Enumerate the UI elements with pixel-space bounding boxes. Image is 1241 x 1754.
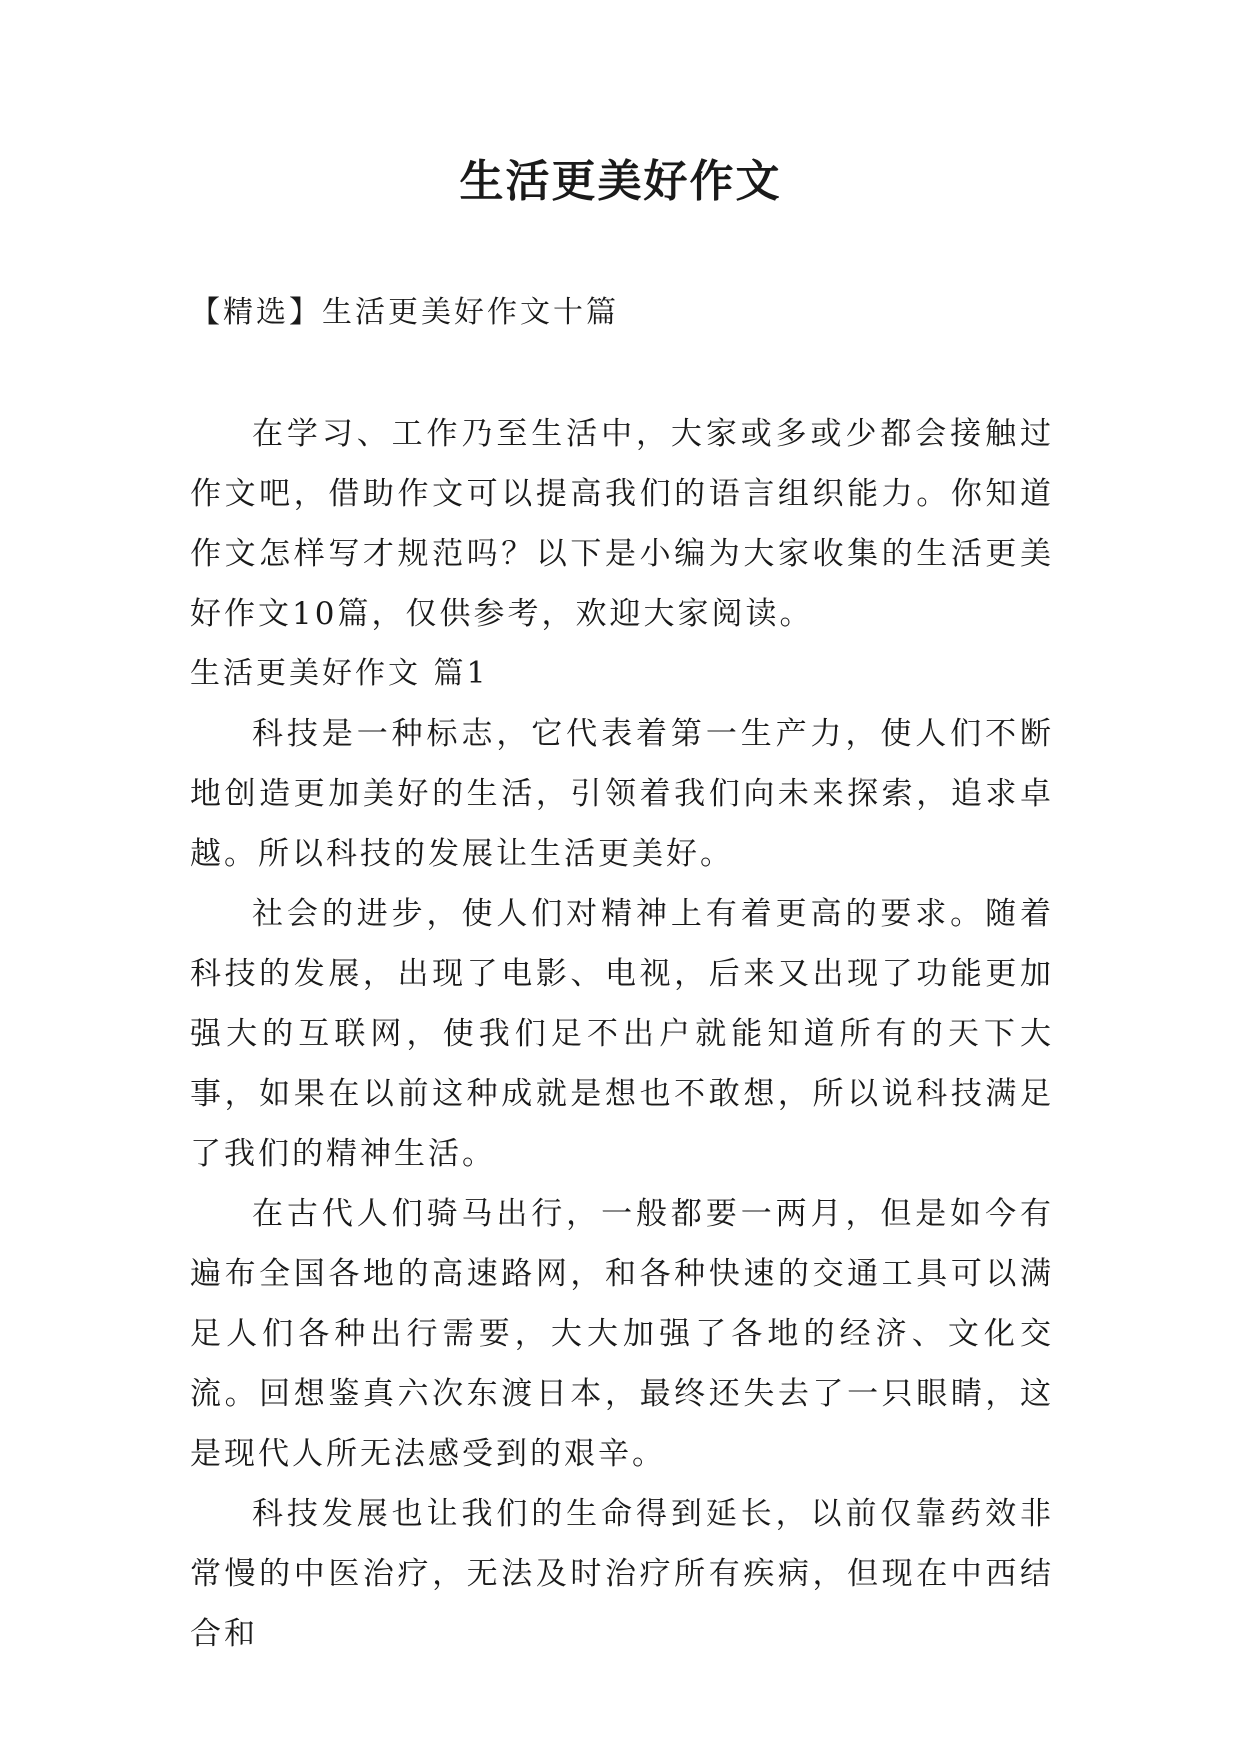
document-title: 生活更美好作文 [459, 156, 782, 207]
intro-paragraph: 在学习、工作乃至生活中，大家或多或少都会接触过作文吧，借助作文可以提高我们的语言组织能力。你知道作文怎样写才规范吗？以下是小编为大家收集的生活更美好作文10篇，仅供参考，欢迎大家阅读。 [190, 416, 1054, 632]
body-paragraph: 科技是一种标志，它代表着第一生产力，使人们不断地创造更加美好的生活，引领着我们向未来探索，追求卓越。所以科技的发展让生活更美好。 [190, 716, 1054, 872]
section-heading: 生活更美好作文 篇1 [190, 656, 489, 691]
body-paragraph: 科技发展也让我们的生命得到延长，以前仅靠药效非常慢的中医治疗，无法及时治疗所有疾病，但现在中西结合和 [190, 1496, 1054, 1652]
body-paragraph: 社会的进步，使人们对精神上有着更高的要求。随着科技的发展，出现了电影、电视，后来又出现了功能更加强大的互联网，使我们足不出户就能知道所有的天下大事，如果在以前这种成就是想也不敢想，所以说科技满足了我们的精神生活。 [190, 896, 1054, 1172]
document-body [190, 404, 1054, 1664]
document-subtitle: 【精选】生活更美好作文十篇 [190, 295, 619, 330]
body-paragraph: 在古代人们骑马出行，一般都要一两月，但是如今有遍布全国各地的高速路网，和各种快速的交通工具可以满足人们各种出行需要，大大加强了各地的经济、文化交流。回想鉴真六次东渡日本，最终还失去了一只眼睛，这是现代人所无法感受到的艰辛。 [190, 1196, 1054, 1472]
